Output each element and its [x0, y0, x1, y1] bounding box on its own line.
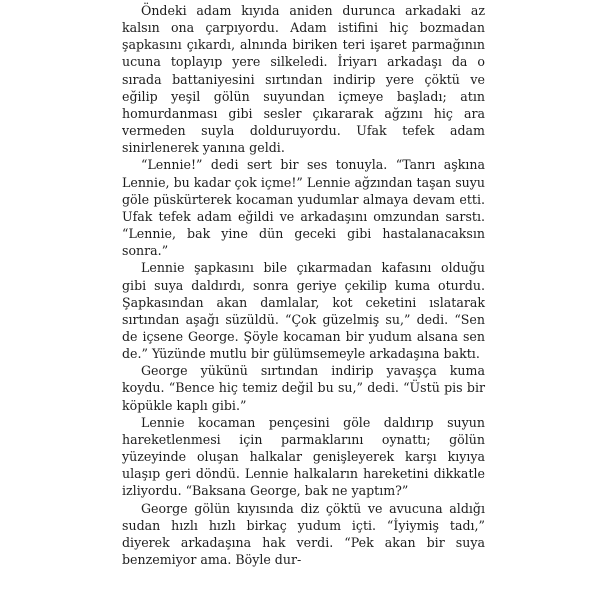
paragraph: Öndeki adam kıyıda aniden durunca arkadaki az kalsın ona çarpıyordu. Adam istifini hiç bozmadan şapkasını çıkardı, alnında biriken teri işaret parmağının ucuna toplayıp yere silkeledi. İriyarı arkadaşı da o sırada battaniyesini sırtından indirip yere çöktü ve eğilip yeşil gölün suyundan içmeye başladı; atın homurdanması gibi sesler çıkararak ağzını hiç ara vermeden suyla dolduruyordu. Ufak tefek adam sinirlenerek yanına geldi.: [122, 3, 485, 156]
paragraph: Lennie şapkasını bile çıkarmadan kafasını olduğu gibi suya daldırdı, sonra geriye çekilip kuma oturdu. Şapkasından akan damlalar, kot ceketini ıslatarak sırtından aşağı süzüldü. “Çok güzelmiş su,” dedi. “Sen de içsene George. Şöyle kocaman bir yudum alsana sen de.” Yüzünde mutlu bir gülümsemeyle arkadaşına baktı.: [122, 260, 485, 362]
book-page-text: [122, 2, 485, 568]
paragraph: Lennie kocaman pençesini göle daldırıp suyun hareketlenmesi için parmaklarını oynattı; gölün yüzeyinde oluşan halkalar genişleyerek karşı kıyıya ulaşıp geri döndü. Lennie halkaların hareketini dikkatle izliyordu. “Baksana George, bak ne yaptım?”: [122, 414, 485, 499]
paragraph: “Lennie!” dedi sert bir ses tonuyla. “Tanrı aşkına Lennie, bu kadar çok içme!” Lennie ağzından taşan suyu göle püskürterek kocaman yudumlar almaya devam etti. Ufak tefek adam eğildi ve arkadaşını omzundan sarstı. “Lennie, bak yine dün geceki gibi hastalanacaksın sonra.”: [122, 157, 485, 259]
paragraph: George yükünü sırtından indirip yavaşça kuma koydu. “Bence hiç temiz değil bu su,” dedi. “Üstü pis bir köpükle kaplı gibi.”: [122, 363, 485, 413]
paragraph: George gölün kıyısında diz çöktü ve avucuna aldığı sudan hızlı hızlı birkaç yudum içti. “İyiymiş tadı,” diyerek arkadaşına hak verdi. “Pek akan bir suya benzemiyor ama. Böyle dur-: [122, 500, 485, 567]
